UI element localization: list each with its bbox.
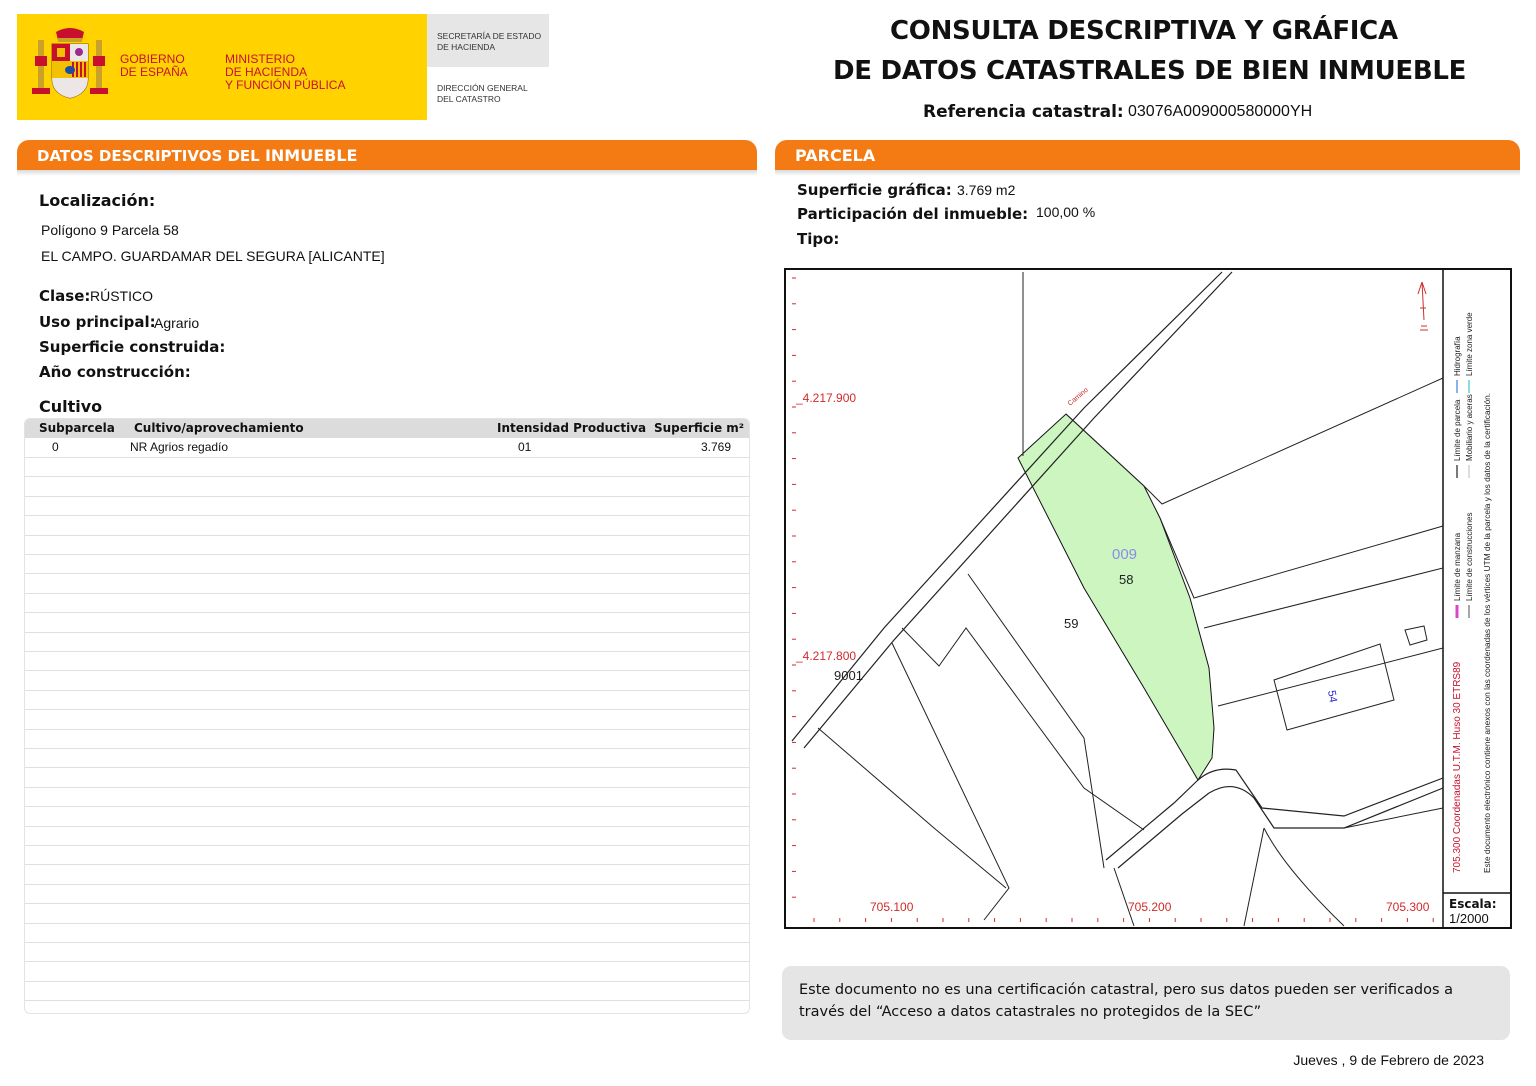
table-row-line: [25, 535, 750, 536]
parcela-banner: PARCELA: [775, 140, 1520, 170]
table-row-line: [25, 884, 750, 885]
uso-principal-value: Agrario: [154, 315, 200, 331]
col-cultivo: Cultivo/aprovechamiento: [134, 421, 304, 435]
document-date: Jueves , 9 de Febrero de 2023: [1293, 1052, 1484, 1068]
legend-zona-verde: Límite zona verde: [1465, 312, 1474, 376]
coat-of-arms-logo: [32, 26, 108, 104]
document-title-line2: DE DATOS CATASTRALES DE BIEN INMUEBLE: [833, 56, 1467, 86]
row0-cultivo: NR Agrios regadío: [130, 440, 229, 454]
cultivo-label: Cultivo: [39, 397, 103, 416]
legend-hidrografia: Hidrografía: [1453, 336, 1462, 376]
gov-name-line1: GOBIERNO: [120, 52, 185, 66]
legend-limite-parcela: Límite de parcela: [1453, 399, 1462, 461]
row0-subparcela: 0: [52, 440, 59, 454]
ref-catastral-label: Referencia catastral:: [923, 102, 1124, 122]
ministry-line2: DE HACIENDA: [225, 65, 308, 79]
table-row-line: [25, 709, 750, 710]
parcel-59-label: 59: [1064, 616, 1079, 631]
table-row-line: [25, 729, 750, 730]
superficie-grafica-label: Superficie gráfica:: [797, 181, 952, 199]
disclaimer-text: Este documento no es una certificación catastral, pero sus datos pueden ser verificados a través del “Acceso a datos catastrales no protegidos de la SEC”: [799, 982, 1454, 1020]
table-row-line: [25, 903, 750, 904]
parcel-9001-label: 9001: [834, 668, 863, 683]
ministry-line1: MINISTERIO: [225, 52, 296, 66]
certification-note: Este documento electrónico contiene anexos con las coordenadas de los vértices UTM de la parcela y los datos de la certificación.: [1482, 392, 1492, 873]
cadastral-map: [784, 268, 1512, 929]
table-row-line: [25, 496, 750, 497]
table-row-line: [25, 690, 750, 691]
table-row-line: [25, 651, 750, 652]
gov-name-line2: DE ESPAÑA: [120, 65, 188, 79]
escala-label: Escala:: [1449, 897, 1497, 911]
table-row-line: [25, 942, 750, 943]
table-row-line: [25, 1000, 750, 1001]
table-row-line: [25, 864, 750, 865]
parcel-58-label: 58: [1119, 572, 1134, 587]
table-row-line: [25, 632, 750, 633]
parcela-banner-shadow: [775, 170, 1520, 176]
ministry-line3: Y FUNCIÓN PÚBLICA: [225, 78, 346, 92]
table-row-line: [25, 787, 750, 788]
utm-side-label: 705.300 Coordenadas U.T.M. Huso 30 ETRS89: [1452, 661, 1463, 873]
table-row-line: [25, 767, 750, 768]
participacion-value: 100,00 %: [1036, 204, 1096, 220]
parcel-54-label: 54: [1325, 689, 1339, 704]
col-superficie: Superficie m²: [654, 421, 745, 435]
table-row-line: [25, 806, 750, 807]
clase-value: RÚSTICO: [90, 288, 153, 304]
legend-limite-construcciones: Límite de construcciones: [1465, 512, 1474, 601]
table-row-line: [25, 515, 750, 516]
table-row-line: [25, 593, 750, 594]
ref-catastral-value: 03076A009000580000YH: [1128, 103, 1313, 120]
coord-y-4217900: _4.217.900: [796, 391, 857, 405]
tipo-label: Tipo:: [797, 230, 840, 248]
table-row-line: [25, 748, 750, 749]
legend-limite-manzana: Límite de manzana: [1453, 532, 1462, 601]
secretaria-line1: SECRETARÍA DE ESTADO: [437, 31, 542, 41]
row0-intensidad: 01: [518, 440, 532, 454]
document-title-line1: CONSULTA DESCRIPTIVA Y GRÁFICA: [890, 16, 1398, 46]
table-row-line: [25, 457, 750, 458]
coord-y-4217800: _4.217.800: [796, 649, 857, 663]
secretaria-line2: DE HACIENDA: [437, 42, 496, 52]
participacion-label: Participación del inmueble:: [797, 205, 1029, 223]
poligono-label: 009: [1112, 546, 1138, 563]
localizacion-line2: EL CAMPO. GUARDAMAR DEL SEGURA [ALICANTE]: [41, 248, 385, 264]
coord-x-705200: 705.200: [1128, 900, 1172, 914]
table-row-line: [25, 554, 750, 555]
superficie-construida-label: Superficie construida:: [39, 338, 226, 356]
table-row-line: [25, 845, 750, 846]
direccion-line1: DIRECCIÓN GENERAL: [437, 83, 528, 93]
row0-superficie: 3.769: [700, 440, 731, 454]
superficie-grafica-value: 3.769 m2: [957, 182, 1016, 198]
table-row-line: [25, 923, 750, 924]
descriptive-data-banner: [17, 140, 757, 170]
col-subparcela: Subparcela: [39, 421, 115, 435]
banner-prefix: DATOS DESCRIPTIVOS DEL: [37, 147, 265, 165]
table-row-line: [25, 961, 750, 962]
clase-label: Clase:: [39, 287, 91, 305]
coord-x-705300: 705.300: [1386, 900, 1430, 914]
uso-principal-label: Uso principal:: [39, 313, 156, 331]
table-row-line: [25, 826, 750, 827]
localizacion-label: Localización:: [39, 191, 156, 210]
table-row-line: [25, 476, 750, 477]
localizacion-line1: Polígono 9 Parcela 58: [41, 222, 179, 238]
anio-construccion-label: Año construcción:: [39, 363, 191, 381]
direccion-line2: DEL CATASTRO: [437, 94, 501, 104]
road-label: Camino: [1066, 386, 1090, 408]
table-row-line: [25, 612, 750, 613]
table-row-line: [25, 981, 750, 982]
coord-x-705100: 705.100: [870, 900, 914, 914]
table-row-line: [25, 670, 750, 671]
banner-suffix: INMUEBLE: [264, 146, 358, 165]
escala-value: 1/2000: [1449, 911, 1489, 926]
banner-shadow: [17, 170, 757, 176]
table-row-line: [25, 573, 750, 574]
col-intensidad: Intensidad Productiva: [497, 421, 647, 435]
legend-mobiliario: Mobiliario y aceras: [1465, 394, 1474, 461]
cultivo-table: [24, 418, 750, 1014]
